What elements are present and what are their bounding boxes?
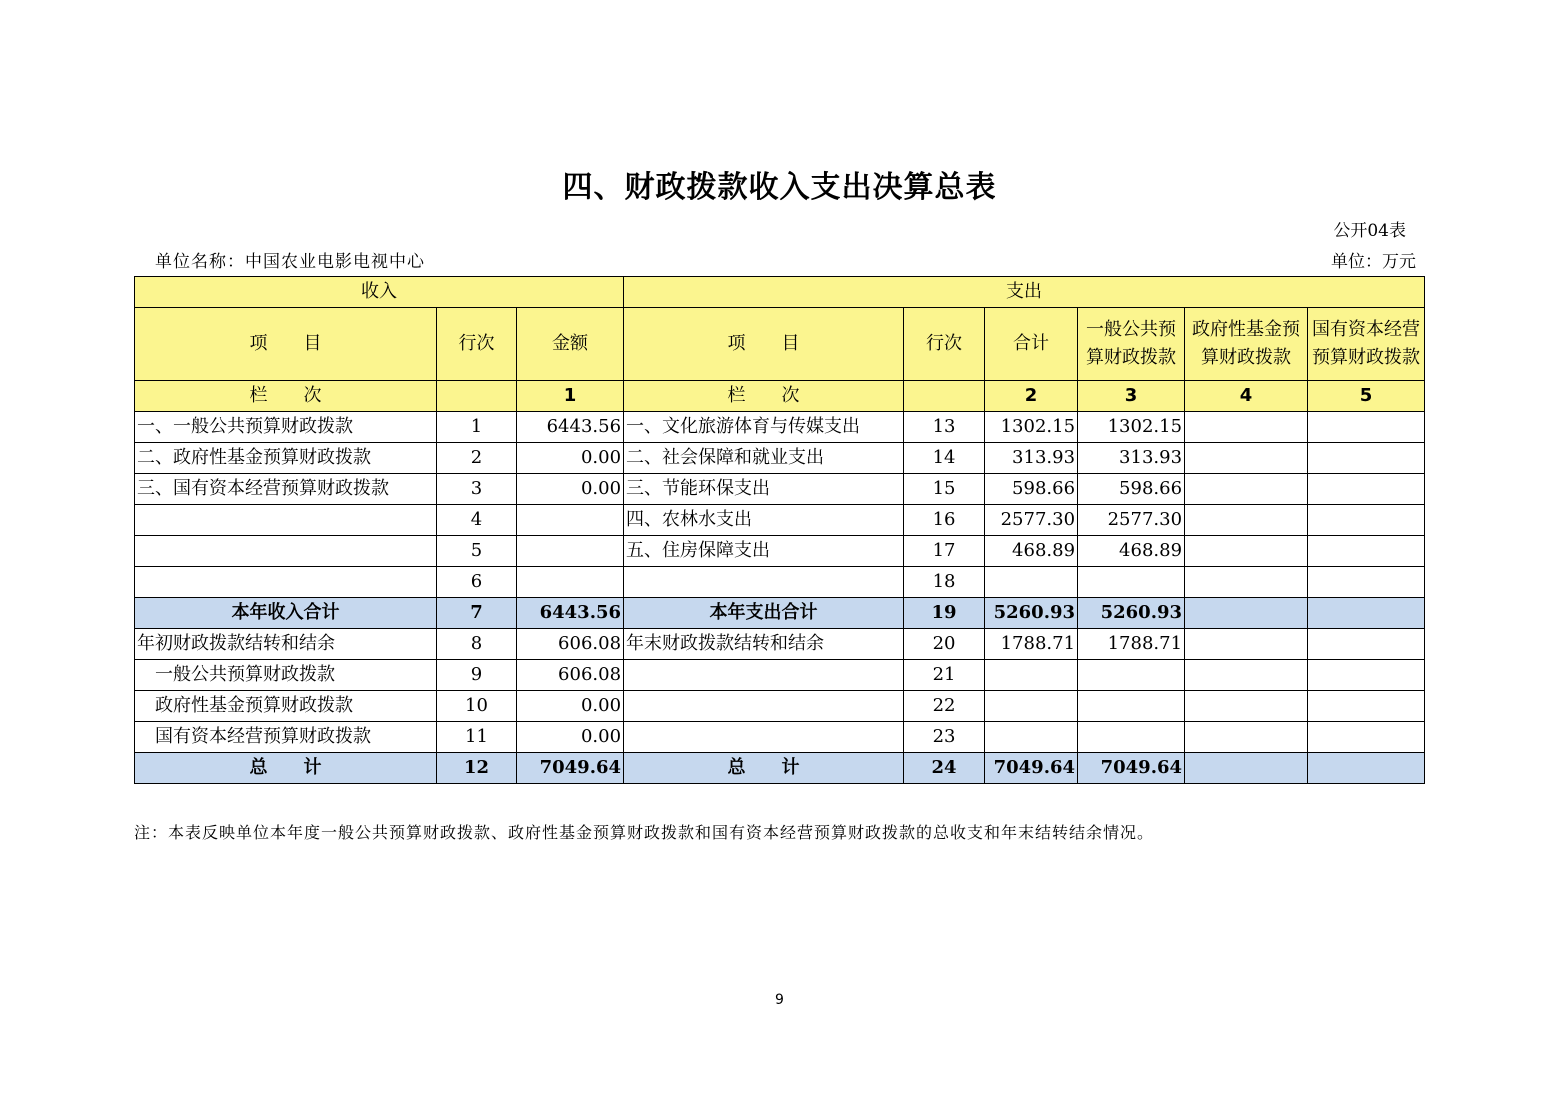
expense-general: 1788.71 xyxy=(1078,629,1185,660)
expense-subtotal-general: 5260.93 xyxy=(1078,598,1185,629)
expense-total: 313.93 xyxy=(985,443,1078,474)
header-expense-row-no: 行次 xyxy=(904,308,985,381)
expense-subtotal-state-capital xyxy=(1308,598,1425,629)
expense-total xyxy=(985,567,1078,598)
expense-state-capital xyxy=(1308,629,1425,660)
column-no-blank xyxy=(904,381,985,412)
income-amount: 606.08 xyxy=(517,660,624,691)
income-subtotal-amount: 6443.56 xyxy=(517,598,624,629)
expense-state-capital xyxy=(1308,474,1425,505)
income-item: 年初财政拨款结转和结余 xyxy=(135,629,437,660)
expense-row-no: 15 xyxy=(904,474,985,505)
expense-state-capital xyxy=(1308,443,1425,474)
table-row xyxy=(135,629,1425,660)
column-no-blank xyxy=(437,381,517,412)
expense-gov-fund xyxy=(1185,536,1308,567)
expense-general: 2577.30 xyxy=(1078,505,1185,536)
income-row-no: 12 xyxy=(437,753,517,784)
income-row-no: 5 xyxy=(437,536,517,567)
income-row-no: 2 xyxy=(437,443,517,474)
expense-general: 313.93 xyxy=(1078,443,1185,474)
income-item: 一、一般公共预算财政拨款 xyxy=(135,412,437,443)
header-general-budget: 一般公共预算财政拨款 xyxy=(1078,308,1185,381)
income-row-no: 11 xyxy=(437,722,517,753)
grand-total-row xyxy=(135,753,1425,784)
column-no-2: 2 xyxy=(985,381,1078,412)
expense-state-capital xyxy=(1308,567,1425,598)
income-row-no: 1 xyxy=(437,412,517,443)
expense-row-no: 24 xyxy=(904,753,985,784)
income-row-no: 3 xyxy=(437,474,517,505)
expense-total xyxy=(985,691,1078,722)
header-row-top xyxy=(135,277,1425,308)
income-row-no: 4 xyxy=(437,505,517,536)
expense-item: 一、文化旅游体育与传媒支出 xyxy=(624,412,904,443)
expense-subtotal-total: 5260.93 xyxy=(985,598,1078,629)
expense-state-capital xyxy=(1308,691,1425,722)
column-no-label: 栏 次 xyxy=(624,381,904,412)
table-row xyxy=(135,505,1425,536)
header-income-item: 项 目 xyxy=(135,308,437,381)
column-no-label: 栏 次 xyxy=(135,381,437,412)
expense-gov-fund xyxy=(1185,505,1308,536)
expense-grand-total-general: 7049.64 xyxy=(1078,753,1185,784)
income-amount xyxy=(517,505,624,536)
expense-item xyxy=(624,691,904,722)
expense-item: 四、农林水支出 xyxy=(624,505,904,536)
header-income-row-no: 行次 xyxy=(437,308,517,381)
header-expense-item: 项 目 xyxy=(624,308,904,381)
expense-row-no: 22 xyxy=(904,691,985,722)
expense-item xyxy=(624,660,904,691)
expense-total: 1302.15 xyxy=(985,412,1078,443)
header-income: 收入 xyxy=(135,277,624,308)
form-number: 公开04表 xyxy=(1333,221,1406,241)
expense-row-no: 14 xyxy=(904,443,985,474)
expense-general xyxy=(1078,691,1185,722)
expense-total xyxy=(985,660,1078,691)
column-no-5: 5 xyxy=(1308,381,1425,412)
income-item: 政府性基金预算财政拨款 xyxy=(135,691,437,722)
income-amount: 0.00 xyxy=(517,691,624,722)
income-amount: 0.00 xyxy=(517,443,624,474)
header-row-column-numbers xyxy=(135,381,1425,412)
expense-item: 五、住房保障支出 xyxy=(624,536,904,567)
subtotal-row xyxy=(135,598,1425,629)
expense-grand-total: 7049.64 xyxy=(985,753,1078,784)
expense-general xyxy=(1078,722,1185,753)
expense-gov-fund xyxy=(1185,567,1308,598)
income-row-no: 10 xyxy=(437,691,517,722)
expense-gov-fund xyxy=(1185,412,1308,443)
expense-general: 468.89 xyxy=(1078,536,1185,567)
expense-grand-total-state-capital xyxy=(1308,753,1425,784)
table-row xyxy=(135,691,1425,722)
currency-unit: 单位：万元 xyxy=(1331,252,1416,272)
income-amount xyxy=(517,536,624,567)
income-grand-total-amount: 7049.64 xyxy=(517,753,624,784)
column-no-3: 3 xyxy=(1078,381,1185,412)
income-item xyxy=(135,536,437,567)
table-row xyxy=(135,412,1425,443)
table-row xyxy=(135,567,1425,598)
expense-general: 598.66 xyxy=(1078,474,1185,505)
expense-row-no: 17 xyxy=(904,536,985,567)
income-row-no: 9 xyxy=(437,660,517,691)
expense-state-capital xyxy=(1308,660,1425,691)
expense-state-capital xyxy=(1308,536,1425,567)
expense-state-capital xyxy=(1308,722,1425,753)
column-no-1: 1 xyxy=(517,381,624,412)
budget-table xyxy=(134,276,1425,784)
header-expense: 支出 xyxy=(624,277,1425,308)
expense-item xyxy=(624,567,904,598)
page-title: 四、财政拨款收入支出决算总表 xyxy=(562,170,997,205)
expense-item: 三、节能环保支出 xyxy=(624,474,904,505)
header-income-amount: 金额 xyxy=(517,308,624,381)
expense-gov-fund xyxy=(1185,443,1308,474)
expense-total xyxy=(985,722,1078,753)
income-grand-total-label: 总 计 xyxy=(135,753,437,784)
expense-item: 年末财政拨款结转和结余 xyxy=(624,629,904,660)
income-amount: 6443.56 xyxy=(517,412,624,443)
expense-gov-fund xyxy=(1185,722,1308,753)
header-expense-total: 合计 xyxy=(985,308,1078,381)
expense-subtotal-label: 本年支出合计 xyxy=(624,598,904,629)
income-row-no: 8 xyxy=(437,629,517,660)
table-row xyxy=(135,722,1425,753)
column-no-4: 4 xyxy=(1185,381,1308,412)
income-amount: 606.08 xyxy=(517,629,624,660)
income-item: 一般公共预算财政拨款 xyxy=(135,660,437,691)
expense-general xyxy=(1078,660,1185,691)
expense-subtotal-gov-fund xyxy=(1185,598,1308,629)
expense-row-no: 19 xyxy=(904,598,985,629)
expense-row-no: 23 xyxy=(904,722,985,753)
expense-grand-total-gov-fund xyxy=(1185,753,1308,784)
table-row xyxy=(135,536,1425,567)
income-item: 二、政府性基金预算财政拨款 xyxy=(135,443,437,474)
income-item xyxy=(135,567,437,598)
income-item xyxy=(135,505,437,536)
expense-general: 1302.15 xyxy=(1078,412,1185,443)
income-amount xyxy=(517,567,624,598)
expense-state-capital xyxy=(1308,505,1425,536)
income-item: 三、国有资本经营预算财政拨款 xyxy=(135,474,437,505)
expense-total: 468.89 xyxy=(985,536,1078,567)
expense-row-no: 21 xyxy=(904,660,985,691)
expense-general xyxy=(1078,567,1185,598)
header-gov-fund: 政府性基金预算财政拨款 xyxy=(1185,308,1308,381)
table-row xyxy=(135,474,1425,505)
unit-name: 单位名称：中国农业电影电视中心 xyxy=(155,252,425,272)
expense-grand-total-label: 总 计 xyxy=(624,753,904,784)
header-state-capital: 国有资本经营预算财政拨款 xyxy=(1308,308,1425,381)
expense-total: 1788.71 xyxy=(985,629,1078,660)
income-item: 国有资本经营预算财政拨款 xyxy=(135,722,437,753)
expense-gov-fund xyxy=(1185,474,1308,505)
table-row xyxy=(135,443,1425,474)
expense-row-no: 16 xyxy=(904,505,985,536)
header-row-columns xyxy=(135,308,1425,381)
page-number: 9 xyxy=(775,992,784,1008)
income-amount: 0.00 xyxy=(517,722,624,753)
expense-total: 2577.30 xyxy=(985,505,1078,536)
footnote: 注：本表反映单位本年度一般公共预算财政拨款、政府性基金预算财政拨款和国有资本经营预算财政拨款的总收支和年末结转结余情况。 xyxy=(134,823,1155,842)
expense-row-no: 18 xyxy=(904,567,985,598)
income-row-no: 6 xyxy=(437,567,517,598)
expense-total: 598.66 xyxy=(985,474,1078,505)
expense-row-no: 20 xyxy=(904,629,985,660)
income-row-no: 7 xyxy=(437,598,517,629)
income-subtotal-label: 本年收入合计 xyxy=(135,598,437,629)
expense-item xyxy=(624,722,904,753)
expense-item: 二、社会保障和就业支出 xyxy=(624,443,904,474)
expense-gov-fund xyxy=(1185,691,1308,722)
table-row xyxy=(135,660,1425,691)
expense-state-capital xyxy=(1308,412,1425,443)
income-amount: 0.00 xyxy=(517,474,624,505)
expense-gov-fund xyxy=(1185,629,1308,660)
expense-row-no: 13 xyxy=(904,412,985,443)
expense-gov-fund xyxy=(1185,660,1308,691)
